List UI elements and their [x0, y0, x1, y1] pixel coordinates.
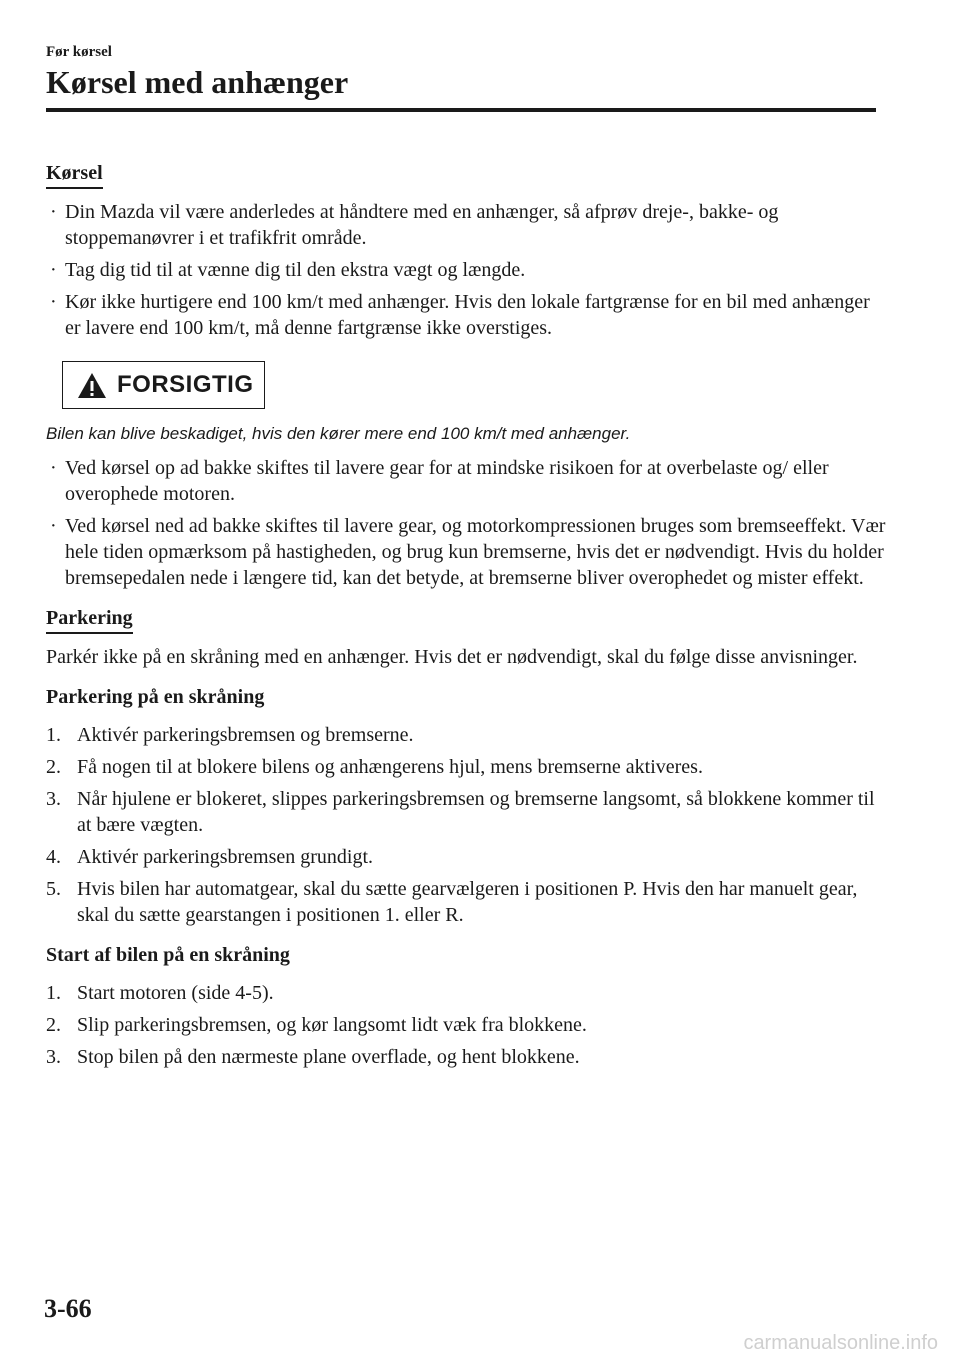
page-content: [46, 160, 886, 1084]
list-item: 5. Hvis bilen har automatgear, skal du sætte gearvælgeren i positionen P. Hvis den har manuelt gear, skal du sætte gearstangen i positionen 1. eller R.: [46, 878, 858, 926]
bullet-dot: ·: [50, 457, 57, 479]
title-rule: [46, 108, 876, 112]
section-label: Før kørsel: [46, 44, 112, 60]
list-item: · Kør ikke hurtigere end 100 km/t med anhænger. Hvis den lokale fartgrænse for en bil med anhænger er lavere end 100 km/t, må denne fartgrænse ikke overstiges.: [50, 291, 870, 339]
bullet-dot: ·: [50, 201, 57, 223]
list-item: 3. Når hjulene er blokeret, slippes parkeringsbremsen og bremserne langsomt, så blokkene kommer til at bære vægten.: [46, 788, 875, 836]
warning-triangle-icon: [77, 372, 107, 399]
driving-bullets-2: [46, 455, 886, 591]
list-item: · Ved kørsel ned ad bakke skiftes til lavere gear, og motorkompressionen bruges som bremseeffekt. Vær hele tiden opmærksom på hastigheden, og brug kun bremserne, hvis det er nødvendigt. Hvis du holder bremsepedalen nede i længere tid, kan det betyde, at bremserne bliver overophedet og mister effekt.: [50, 515, 886, 589]
list-item: 2. Slip parkeringsbremsen, og kør langsomt lidt væk fra blokkene.: [46, 1014, 587, 1036]
watermark: carmanualsonline.info: [743, 1332, 938, 1354]
slope-parking-steps: [46, 722, 886, 928]
driving-bullets: [46, 199, 886, 341]
bullet-dot: ·: [50, 259, 57, 281]
parking-intro: Parkér ikke på en skråning med en anhænger. Hvis det er nødvendigt, skal du følge disse anvisninger.: [46, 646, 858, 668]
driving-heading: Kørsel: [46, 160, 103, 189]
slope-start-steps: [46, 980, 886, 1070]
page-number: 3-66: [44, 1294, 92, 1323]
list-item: · Din Mazda vil være anderledes at håndtere med en anhænger, så afprøv dreje-, bakke- og stoppemanøvrer i et trafikfrit område.: [50, 201, 779, 249]
list-item: 2. Få nogen til at blokere bilens og anhængerens hjul, mens bremserne aktiveres.: [46, 756, 703, 778]
slope-start-heading: Start af bilen på en skråning: [46, 944, 290, 966]
list-item: 4. Aktivér parkeringsbremsen grundigt.: [46, 846, 374, 868]
list-item: 1. Start motoren (side 4-5).: [46, 982, 274, 1004]
caution-box: [62, 361, 265, 409]
caution-text: Bilen kan blive beskadiget, hvis den kører mere end 100 km/t med anhænger.: [46, 424, 631, 443]
slope-parking-heading: Parkering på en skråning: [46, 686, 265, 708]
list-item: 3. Stop bilen på den nærmeste plane overflade, og hent blokkene.: [46, 1046, 580, 1068]
bullet-dot: ·: [50, 515, 57, 537]
bullet-dot: ·: [50, 291, 57, 313]
page-title: Kørsel med anhænger: [46, 64, 349, 100]
caution-label: FORSIGTIG: [117, 371, 254, 398]
list-item: 1. Aktivér parkeringsbremsen og bremserne.: [46, 724, 414, 746]
list-item: · Tag dig tid til at vænne dig til den ekstra vægt og længde.: [50, 259, 526, 281]
list-item: · Ved kørsel op ad bakke skiftes til lavere gear for at mindske risikoen for at overbelaste og/ eller overophede motoren.: [50, 457, 829, 505]
parking-heading: Parkering: [46, 605, 133, 634]
